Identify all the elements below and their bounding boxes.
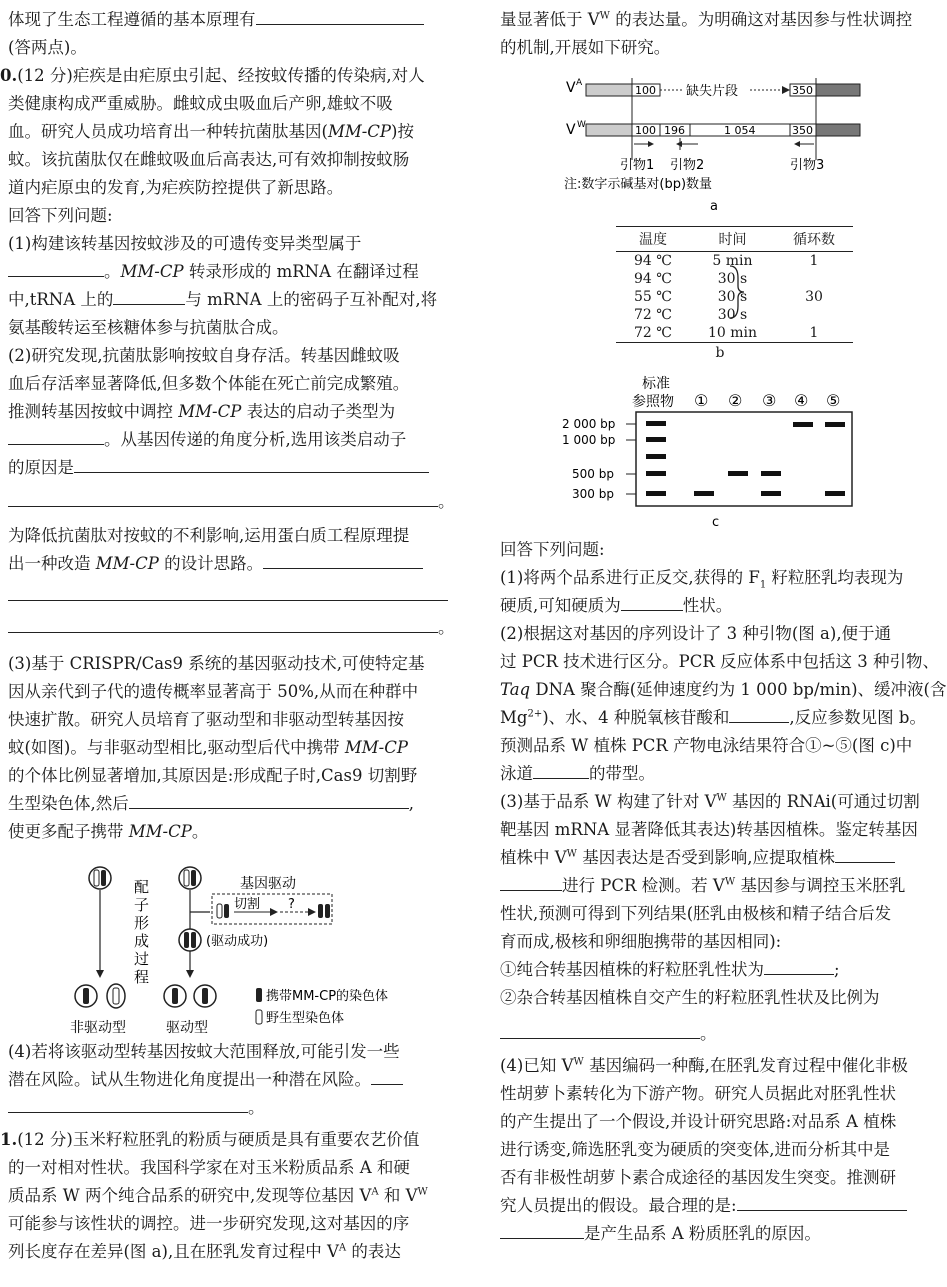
text-line: 回答下列问题: [500,540,605,559]
text-line: 快速扩散。研究人员培育了驱动型和非驱动型转基因按 [8,710,404,729]
band [793,422,813,427]
part-4: (4)若将该驱动型转基因按蚊大范围释放,可能引发一些 [8,1042,400,1061]
text-line: 究人员提出的假设。最合理的是: [500,1192,940,1220]
text-line: 。 [500,1020,940,1048]
text-line: 性状,预测可得到下列结果(胚乳由极核和精子结合后发 [500,904,892,923]
gametes-drive [164,985,216,1007]
answer-blank[interactable] [113,286,185,305]
figure-a-gene-structure [560,76,880,216]
text-line: 。 [8,1094,463,1122]
lane-label: ③ [762,391,777,410]
ladder-label: 2 000 bp [562,417,616,431]
text-line: 推测转基因按蚊中调控 MM-CP 表达的启动子类型为 [8,402,396,421]
table-row: 94 ℃ 30 s [634,271,748,287]
primer2-label: 引物2 [670,158,705,173]
band [694,491,714,496]
gamete-char: 配 [134,878,150,896]
text-line: 生型染色体,然后 , [8,790,463,818]
text-line: 为降低抗菌肽对按蚊的不利影响,运用蛋白质工程原理提 [8,526,410,545]
gamete-char: 形 [134,914,150,932]
part-4: (4)已知 $V^W$ 基因编码一种酶,在胚乳发育过程中催化非极 [500,1056,908,1075]
left-column-bottom [0,1038,463,1266]
band [761,491,781,496]
cut-label: 切割 [234,897,261,912]
text-line: 否有非极性胡萝卜素合成途径的基因发生突变。推测研 [500,1168,896,1187]
band [728,471,748,476]
figure-a-caption: a [710,199,718,214]
figure-a-note: 注:数字示碱基对(bp)数量 [564,177,713,192]
text-line: 回答下列问题: [8,206,113,225]
table-header-row [616,227,853,252]
vw-seg-350-label: 350 [792,124,813,137]
text-line: 的个体比例显著增加,其原因是:形成配子时,Cas9 切割野 [8,766,418,785]
table-row: 94 ℃ 5 min 1 [634,253,819,269]
text-line: 的产生提出了一个假设,并设计研究思路:对品系 A 植株 [500,1112,897,1131]
part-2: (2)根据这对基因的序列设计了 3 种引物(图 a),便于通 [500,624,892,643]
drive-success-cell [179,929,201,951]
gel-frame [636,412,852,506]
text-line: 因从亲代到子代的遗传概率显著高于 50%,从而在种群中 [8,682,419,701]
vw-sup: W [577,120,586,130]
text-line: 泳道 的带型。 [500,760,940,788]
question-mark: ? [288,897,295,912]
vw-seg-100-label: 100 [635,124,656,137]
answer-blank[interactable] [835,844,895,863]
va-seg-350-label: 350 [792,84,813,97]
part-1: (1)将两个品系进行正反交,获得的 $F_1$ 籽粒胚乳均表现为 [500,568,904,591]
text-line: 蚊。该抗菌肽仅在雌蚊吸血后高表达,可有效抑制按蚊肠 [8,150,410,169]
vw-right-gray [816,124,860,136]
answer-blank[interactable] [533,760,589,779]
text-line: 硬质,可知硬质为 性状。 [500,592,940,620]
missing-label: 缺失片段 [686,84,739,99]
text-line: 的机制,开展如下研究。 [500,38,671,57]
legend-wild-swatch [256,1010,262,1024]
marker-label-2: 参照物 [632,394,674,410]
table-header: 循环数 [775,227,853,252]
text-line: 使更多配子携带 MM-CP。 [8,822,209,841]
answer-blank[interactable] [8,258,104,277]
text-line: 量显著低于 $V^W$ 的表达量。为明确这对基因参与性状调控 [500,10,913,29]
drive-label: 驱动型 [166,1020,208,1036]
lane-label: ① [694,391,709,410]
gene-drive-figure [60,862,440,1040]
part-3: (3)基于 CRISPR/Cas9 系统的基因驱动技术,可使特定基 [8,654,425,673]
answer-blank[interactable] [8,488,438,507]
vw-seg-1054-label: 1 054 [724,124,756,137]
text-line: 体现了生态工程遵循的基本原理有 [8,6,463,34]
text-line: 进行诱变,筛选胚乳变为硬质的突变体,进而分析其中是 [500,1140,890,1159]
va-sup: A [576,78,583,88]
band [646,491,666,496]
va-seg-100-label: 100 [635,84,656,97]
text-line: 列长度存在差异(图 a),且在胚乳发育过程中 $V^A$ 的表达 [8,1242,401,1261]
text-line: 植株中 $V^W$ 基因表达是否受到影响,应提取植株 [500,844,940,872]
table-row: 72 ℃ 30 s [634,307,748,323]
gene-drive-label: 基因驱动 [240,876,296,892]
gamete-char: 成 [134,932,150,950]
text-line: 育而成,极核和卵细胞携带的基因相同): [500,932,782,951]
part-3: (3)基于品系 W 构建了针对 $V^W$ 基因的 RNAi(可通过切割 [500,792,920,811]
text-line: 。 [8,614,463,642]
answer-blank[interactable] [256,6,424,25]
table-row: 72 ℃ 10 min 1 [616,324,853,343]
marker-label-1: 标准 [642,376,670,392]
text-line: 氨基酸转运至核糖体参与抗菌肽合成。 [8,318,289,337]
gametes-non-drive [75,984,125,1008]
text-line [8,582,463,610]
text-line: ②杂合转基因植株自交产生的籽粒胚乳性状及比例为 [500,988,880,1007]
answer-blank[interactable] [8,614,438,633]
text-line: 。从基因传递的角度分析,选用该类启动子 [8,426,463,454]
primer3-label: 引物3 [790,158,825,173]
drive-success-label: (驱动成功) [206,934,269,949]
gamete-char: 过 [134,950,150,968]
legend-wild: 野生型染色体 [266,1011,345,1026]
answer-blank[interactable] [74,454,429,473]
answer-blank[interactable] [8,426,104,445]
answer-blank[interactable] [764,956,834,975]
text-line: 潜在风险。试从生物进化角度提出一种潜在风险。 [8,1066,463,1094]
question-20-title: 0.(12 分)疟疾是由疟原虫引起、经按蚊传播的传染病,对人 [0,66,425,85]
text-line: 中,tRNA 上的 与 mRNA 上的密码子互补配对,将 [8,286,463,314]
non-drive-parent [89,867,111,889]
band [646,437,666,442]
text-line: 的原因是 [8,454,463,482]
text-line: $Mg^{2+}$)、水、4 种脱氧核苷酸和 ,反应参数见图 b。 [500,704,940,732]
answer-blank[interactable] [500,872,562,891]
answer-blank[interactable] [621,592,683,611]
right-column-top [500,0,940,62]
ladder-label: 1 000 bp [562,433,616,447]
text-line: 靶基因 mRNA 显著降低其表达)转基因植株。鉴定转基因 [500,820,918,839]
answer-blank[interactable] [500,1220,584,1239]
right-column-bottom [500,536,947,1248]
drive-parent [179,867,201,889]
answer-blank[interactable] [8,582,448,601]
gamete-label [134,878,149,986]
gamete-char: 程 [134,968,150,986]
table-header: 温度 [616,227,690,252]
lane-label: ④ [794,391,809,410]
vw-label: V [566,122,576,138]
vw-left-gray [586,124,632,136]
text-line: Taq DNA 聚合酶(延伸速度约为 1 000 bp/min)、缓冲液(含 [500,680,947,699]
text-line: 是产生品系 A 粉质胚乳的原因。 [500,1220,940,1248]
figure-b-pcr-table [500,226,940,361]
part-2: (2)研究发现,抗菌肽影响按蚊自身存活。转基因雌蚊吸 [8,346,400,365]
text-line: 道内疟原虫的发育,为疟疾防控提供了新思路。 [8,178,344,197]
answer-blank[interactable] [500,1020,700,1039]
lane-label: ⑤ [826,391,841,410]
va-right-gray [816,84,860,96]
answer-blank[interactable] [8,1094,248,1113]
gamete-char: 子 [134,896,150,914]
text-line: 类健康构成严重威胁。雌蚊成虫吸血后产卵,雄蚊不吸 [8,94,393,113]
text-line: (答两点)。 [8,38,87,57]
figure-b-caption: b [715,345,725,361]
va-left-gray [586,84,632,96]
text-line: 。 [8,488,463,516]
legend-mmcp: 携带MM-CP的染色体 [266,989,389,1004]
text-line: 预测品系 W 植株 PCR 产物电泳结果符合①~⑤(图 c)中 [500,736,913,755]
non-drive-label: 非驱动型 [70,1020,126,1036]
text-line: 过 PCR 技术进行区分。PCR 反应体系中包括这 3 种引物、 [500,652,940,671]
lane-label: ② [728,391,743,410]
text-line: 出一种改造 MM-CP 的设计思路。 [8,550,463,578]
question-21-title: 1.(12 分)玉米籽粒胚乳的粉质与硬质是具有重要农艺价值 [0,1130,420,1149]
legend-mmcp-swatch [256,988,262,1002]
figure-c-caption: c [712,515,720,530]
answer-blank[interactable] [129,790,409,809]
text-line: 蚊(如图)。与非驱动型相比,驱动型后代中携带 MM-CP [8,738,408,757]
band [761,471,781,476]
text-line: 血。研究人员成功培育出一种转抗菌肽基因(MM-CP)按 [8,122,414,141]
cycle-brace [728,264,748,320]
answer-blank[interactable] [737,1192,907,1211]
text-line: 的一对相对性状。我国科学家在对玉米粉质品系 A 和硬 [8,1158,410,1177]
answer-blank[interactable] [729,704,789,723]
band [825,491,845,496]
band [825,422,845,427]
cut-chrom [217,904,229,918]
text-line: 进行 PCR 检测。若 $V^W$ 基因参与调控玉米胚乳 [500,872,940,900]
ladder-label: 500 bp [572,467,614,481]
answer-blank[interactable] [371,1066,403,1085]
text-line: 质品系 W 两个纯合品系的研究中,发现等位基因 $V^A$ 和 $V^W$ [8,1186,428,1205]
band [646,471,666,476]
text-line: 性胡萝卜素转化为下游产物。研究人员据此对胚乳性状 [500,1084,896,1103]
answer-blank[interactable] [263,550,423,569]
figure-c-gel [560,374,880,534]
left-column [0,0,463,846]
table-row: 55 ℃ 30 s 30 [634,289,823,305]
text-line: 可能参与该性状的调控。进一步研究发现,这对基因的序 [8,1214,410,1233]
table-header: 时间 [690,227,775,252]
double-drive-chrom [318,904,330,918]
text-line: 血后存活率显著降低,但多数个体能在死亡前完成繁殖。 [8,374,410,393]
ladder-label: 300 bp [572,487,614,501]
part-1: (1)构建该转基因按蚊涉及的可遗传变异类型属于 [8,234,362,253]
vw-seg-196-label: 196 [664,124,685,137]
va-label: V [566,80,576,96]
band [646,421,666,426]
band [646,454,666,459]
primer1-label: 引物1 [620,158,655,173]
text-line: 。MM-CP 转录形成的 mRNA 在翻译过程 [8,258,463,286]
text-line: ①纯合转基因植株的籽粒胚乳性状为 ; [500,956,940,984]
